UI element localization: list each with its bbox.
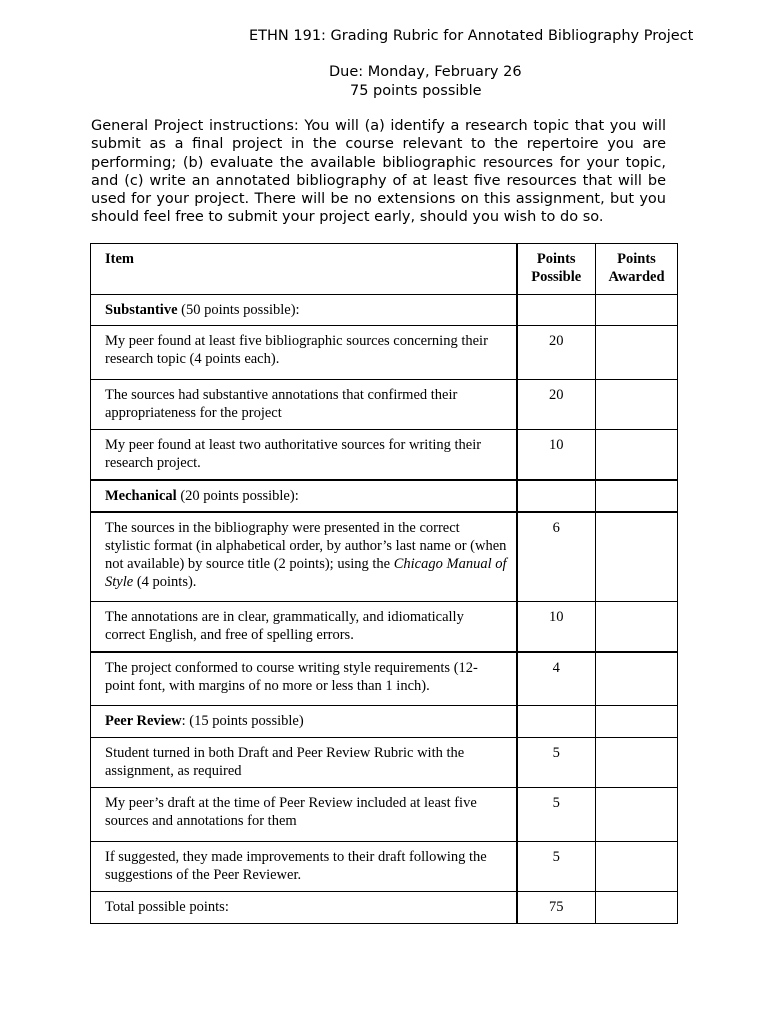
- item-text: My peer found at least two authoritative sources for writing their research project.: [91, 430, 517, 480]
- points-possible-cell: 20: [517, 380, 596, 430]
- points-awarded-cell: [596, 788, 678, 842]
- section-row-peer-review: [91, 706, 678, 738]
- due-date: Due: Monday, February 26: [329, 64, 522, 80]
- points-awarded-cell: [596, 892, 678, 924]
- item-text: The annotations are in clear, grammatically, and idiomatically correct English, and free of spelling errors.: [91, 602, 517, 652]
- item-text-italic: Chicago Manual of Style: [105, 555, 507, 590]
- item-text: [91, 512, 517, 602]
- project-instructions: General Project instructions: You will (a) identify a research topic that you will submit as a final project in the course relevant to the repertoire you are performing; (b) evaluate the available bibliographic resources for your topic, and (c) write an annotated bibliography of at least five resources that will be used for your project. There will be no extensions on this assignment, but you should feel free to submit your project early, should you wish to do so.: [91, 118, 666, 226]
- table-header-row: [91, 244, 678, 295]
- section-row-mechanical: [91, 480, 678, 512]
- total-points: 75: [517, 892, 596, 924]
- points-possible-cell: [517, 706, 596, 738]
- item-text-part: (4 points).: [133, 573, 197, 590]
- points-awarded-cell: [596, 430, 678, 480]
- section-label: [91, 480, 517, 512]
- table-row: [91, 652, 678, 706]
- item-text: My peer’s draft at the time of Peer Review included at least five sources and annotations for them: [91, 788, 517, 842]
- item-text: The project conformed to course writing style requirements (12-point font, with margins of no more or less than 1 inch).: [91, 652, 517, 706]
- table-row: [91, 512, 678, 602]
- item-text: The sources had substantive annotations that confirmed their appropriateness for the project: [91, 380, 517, 430]
- table-row: [91, 430, 678, 480]
- section-label: [91, 706, 517, 738]
- section-row-substantive: [91, 295, 678, 326]
- table-row: [91, 602, 678, 652]
- document-title: ETHN 191: Grading Rubric for Annotated Bibliography Project: [249, 28, 694, 44]
- points-possible-cell: 5: [517, 842, 596, 892]
- table-row: [91, 380, 678, 430]
- points-awarded-cell: [596, 652, 678, 706]
- points-possible-cell: 10: [517, 602, 596, 652]
- points-awarded-cell: [596, 380, 678, 430]
- points-awarded-cell: [596, 326, 678, 380]
- points-possible-cell: [517, 480, 596, 512]
- points-possible-cell: 10: [517, 430, 596, 480]
- points-awarded-cell: [596, 706, 678, 738]
- points-possible: 75 points possible: [350, 83, 482, 99]
- section-title: Substantive: [105, 302, 178, 318]
- section-note: (20 points possible):: [176, 487, 299, 504]
- table-row: [91, 788, 678, 842]
- item-text-part: The sources in the bibliography were presented in the correct stylistic format (in alphabetical order, by author’s last name or (when not available) by source title (2 points); using the: [105, 519, 507, 572]
- points-possible-cell: [517, 295, 596, 326]
- section-note: (50 points possible):: [177, 302, 300, 318]
- total-row: [91, 892, 678, 924]
- points-possible-cell: 5: [517, 788, 596, 842]
- header-item: Item: [91, 244, 517, 295]
- section-label: [91, 295, 517, 326]
- points-awarded-cell: [596, 738, 678, 788]
- item-text: Student turned in both Draft and Peer Review Rubric with the assignment, as required: [91, 738, 517, 788]
- item-text: If suggested, they made improvements to their draft following the suggestions of the Peer Reviewer.: [91, 842, 517, 892]
- header-points-awarded: Points Awarded: [596, 244, 678, 295]
- header-points-possible: Points Possible: [517, 244, 596, 295]
- table-row: [91, 842, 678, 892]
- points-awarded-cell: [596, 480, 678, 512]
- table-row: [91, 738, 678, 788]
- grading-rubric-table: [90, 243, 678, 924]
- total-label: Total possible points:: [91, 892, 517, 924]
- points-awarded-cell: [596, 295, 678, 326]
- table-row: [91, 326, 678, 380]
- points-awarded-cell: [596, 512, 678, 602]
- points-possible-cell: 4: [517, 652, 596, 706]
- points-possible-cell: 5: [517, 738, 596, 788]
- section-title: Mechanical: [105, 487, 177, 504]
- points-awarded-cell: [596, 602, 678, 652]
- section-title: Peer Review: [105, 713, 182, 729]
- points-awarded-cell: [596, 842, 678, 892]
- section-note: : (15 points possible): [181, 713, 304, 729]
- points-possible-cell: 6: [517, 512, 596, 602]
- item-text: My peer found at least five bibliographic sources concerning their research topic (4 points each).: [91, 326, 517, 380]
- points-possible-cell: 20: [517, 326, 596, 380]
